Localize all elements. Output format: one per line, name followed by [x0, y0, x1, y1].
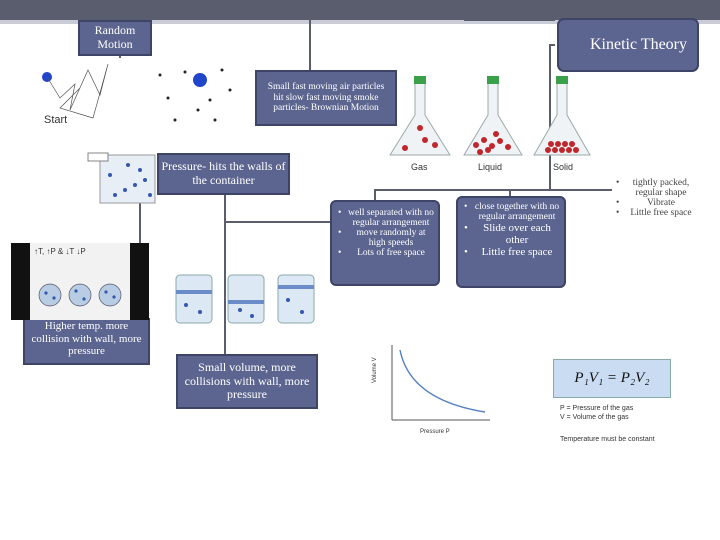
gas-label: Gas: [411, 162, 428, 172]
pressure-axis-label: Pressure P: [420, 429, 450, 435]
solid-label: Solid: [553, 162, 574, 172]
liquid-item: • Slide over each other: [462, 222, 560, 246]
small-volume-label: Small volume, more collisions with wall, more pressure: [184, 359, 310, 402]
legend-volume: V = Volume of the gas: [560, 414, 629, 421]
gas-item: • well separated with no regular arrangement: [336, 208, 434, 228]
boyles-law-formula: P₁V₁ = P₂V₂: [553, 359, 671, 398]
pv-curve: [400, 350, 485, 412]
volume-axis-label: Volume V: [372, 357, 378, 383]
liquid-item: • close together with no regular arrangement: [462, 202, 560, 222]
liquid-label: Liquid: [478, 162, 503, 172]
higher-temp-label: Higher temp. more collision with wall, more pressure: [31, 320, 142, 358]
legend-temperature: Temperature must be constant: [560, 436, 655, 443]
random-motion-label: Random Motion: [94, 23, 136, 51]
solid-item: • Vibrate: [614, 198, 696, 208]
gas-item: • Lots of free space: [336, 248, 434, 258]
legend-pressure: P = Pressure of the gas: [560, 405, 634, 412]
kinetic-theory-label: Kinetic Theory: [589, 35, 687, 53]
solid-item: • tightly packed, regular shape: [614, 178, 696, 198]
pressure-label: Pressure- hits the walls of the container: [161, 159, 286, 187]
liquid-item: • Little free space: [462, 246, 560, 258]
start-label: Start: [44, 114, 68, 126]
gas-item: • move randomly at high speeds: [336, 228, 434, 248]
solid-item: • Little free space: [614, 208, 696, 218]
brownian-label: Small fast moving air particles hit slow fast moving smoke particles- Brownian Motion: [267, 81, 385, 114]
flask-caption: ↑T, ↑P & ↓T ↓P: [34, 247, 86, 256]
